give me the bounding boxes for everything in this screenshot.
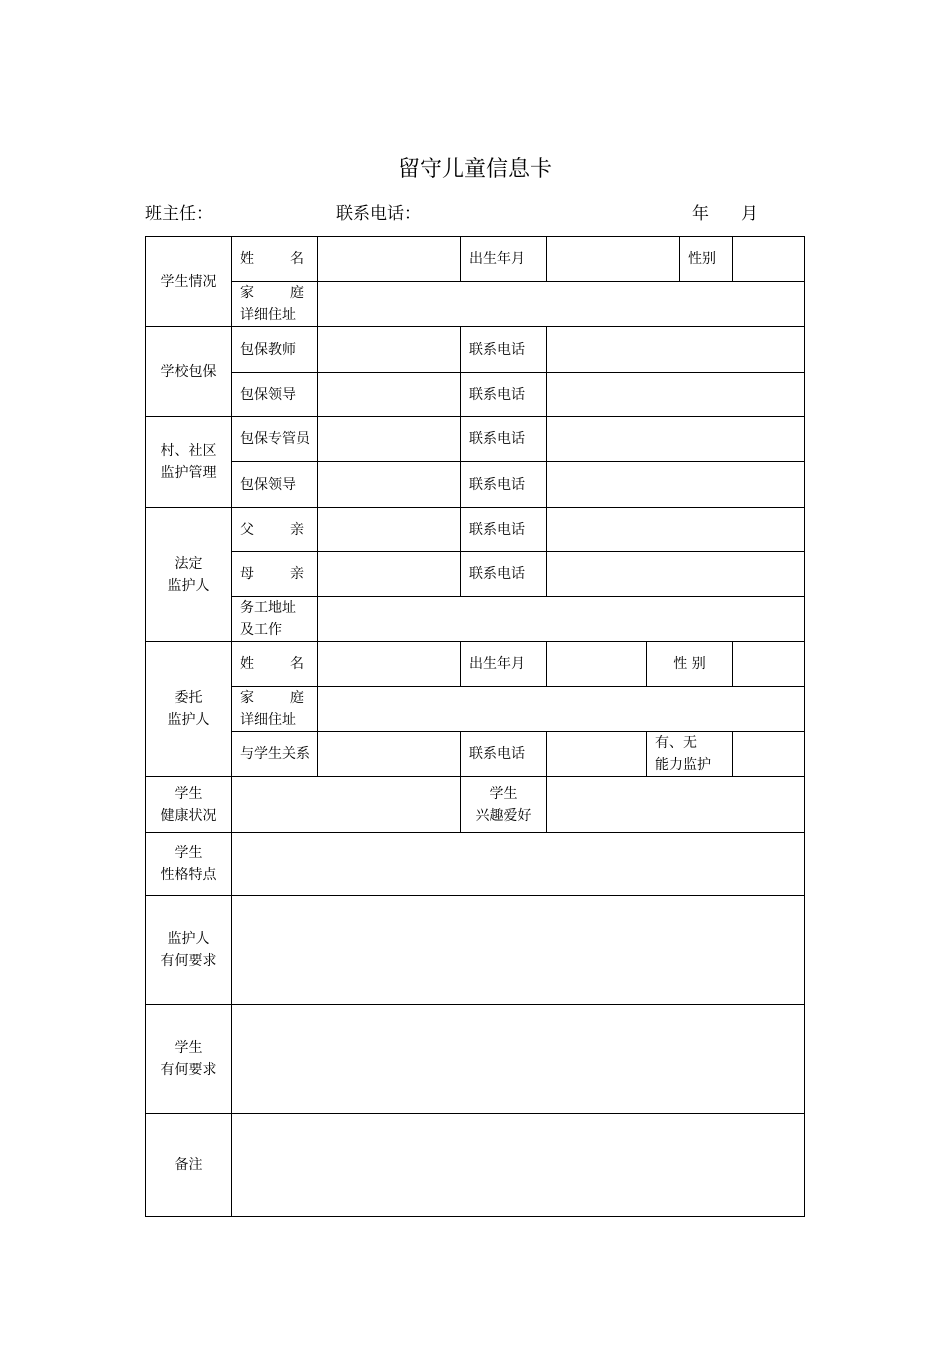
guardian-name-label: 姓 名 [240, 656, 304, 672]
work-address-label: 务工地址 及工作 [240, 600, 296, 638]
student-address-label: 家 庭 详细住址 [240, 285, 304, 323]
student-gender-label: 性别 [688, 251, 716, 267]
form-title: 留守儿童信息卡 [397, 157, 552, 182]
village-leader-label: 包保领导 [240, 476, 296, 493]
mother-label: 母 亲 [240, 566, 304, 582]
legal-guardian-label: 法定 监护人 [167, 555, 210, 594]
grid-line [546, 731, 547, 833]
guardian-phone-label: 联系电话 [469, 746, 525, 762]
grid-line [732, 641, 733, 687]
grid-line [732, 236, 733, 282]
guardian-request-label: 监护人 有何要求 [160, 931, 217, 969]
student-info-label: 学生情况 [160, 273, 217, 290]
mother-phone-label: 联系电话 [469, 566, 525, 582]
student-request-label: 学生 有何要求 [160, 1040, 217, 1078]
school-guarantee-label: 学校包保 [160, 363, 217, 380]
village-guardianship-label: 村、社区 监护管理 [160, 443, 217, 481]
guarantee-teacher-label: 包保教师 [240, 341, 296, 358]
grid-line [546, 641, 547, 687]
relationship-label: 与学生关系 [240, 746, 310, 762]
grid-line [145, 832, 805, 833]
grid-line [145, 1004, 805, 1005]
month-label: 月 [741, 204, 758, 224]
table-border-bottom [145, 1216, 805, 1217]
guardian-gender-label: 性 别 [673, 656, 706, 672]
grid-line [317, 236, 318, 777]
grid-line [732, 731, 733, 777]
head-teacher-label: 班主任： [145, 204, 213, 224]
student-name-label: 姓 名 [240, 251, 304, 267]
year-label: 年 [692, 204, 709, 224]
school-leader-phone-label: 联系电话 [469, 386, 525, 403]
manager-phone-label: 联系电话 [469, 431, 525, 447]
character-label: 学生 性格特点 [160, 845, 217, 883]
grid-line [546, 236, 547, 282]
village-manager-label: 包保专管员 [240, 431, 310, 447]
student-birth-label: 出生年月 [469, 251, 525, 267]
table-border-right [804, 236, 805, 1217]
hobby-label: 学生 兴趣爱好 [475, 785, 532, 824]
phone-label: 联系电话： [336, 204, 421, 224]
village-leader-phone-label: 联系电话 [469, 476, 525, 493]
school-leader-label: 包保领导 [240, 386, 296, 403]
teacher-phone-label: 联系电话 [469, 341, 525, 358]
guardian-birth-label: 出生年月 [469, 656, 525, 672]
entrusted-guardian-label: 委托 监护人 [167, 690, 210, 728]
father-label: 父 亲 [240, 521, 304, 538]
health-label: 学生 健康状况 [160, 785, 217, 824]
guardian-address-label: 家 庭 详细住址 [240, 690, 304, 728]
grid-line [546, 326, 547, 597]
grid-line [145, 895, 805, 896]
grid-line [145, 1113, 805, 1114]
father-phone-label: 联系电话 [469, 521, 525, 538]
guardian-ability-label: 有、无 能力监护 [655, 735, 711, 773]
remarks-label: 备注 [174, 1157, 203, 1173]
